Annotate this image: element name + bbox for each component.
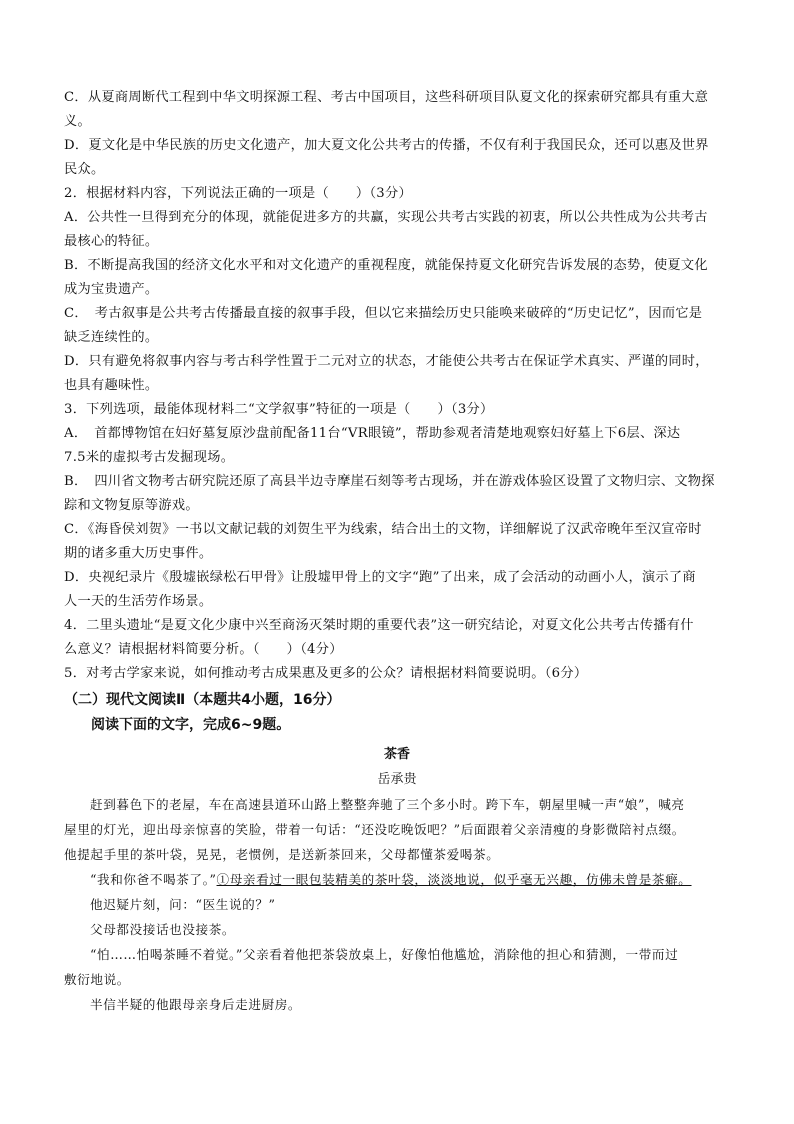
question-4-stem: 4．二里头遗址“是夏文化少康中兴至商汤灭桀时期的重要代表”这一研究结论，对夏文化公共考古传播有什 — [64, 618, 694, 633]
text-line: C．从夏商周断代工程到中华文明探源工程、考古中国项目，这些科研项目队夏文化的探索研究都具有重大意 — [64, 90, 709, 105]
text-line: A．公共性一旦得到充分的体现，就能促进多方的共赢，实现公共考古实践的初衷，所以公共性成为公共考古 — [64, 210, 708, 225]
text-line: 最核心的特征。 — [64, 234, 159, 249]
question-3-stem: 3．下列选项，最能体现材料二“文学叙事”特征的一项是（ ）（3分） — [64, 402, 494, 417]
question-2-stem: 2．根据材料内容，下列说法正确的一项是（ ）（3分） — [64, 186, 412, 201]
text-line: 踪和文物复原等游戏。 — [64, 498, 199, 513]
underlined-sentence-1: ①母亲看过一眼包装精美的茶叶袋，淡淡地说，似乎毫无兴趣，仿佛未曾是茶癖。 — [216, 872, 692, 887]
text-line: B．不断提高我国的经济文化水平和对文化遗产的重视程度，就能保持夏文化研究告诉发展的态势，使夏文化 — [64, 258, 708, 273]
text-line: C． 考古叙事是公共考古传播最直接的叙事手段，但以它来描绘历史只能唤来破碎的“历史记忆”，因而它是 — [64, 306, 703, 321]
story-quote: “我和你爸不喝茶了。” — [90, 872, 217, 887]
text-line: B． 四川省文物考古研究院还原了高县半边寺摩崖石刻等考古现场，并在游戏体验区设置了文物归宗、文物探 — [64, 474, 715, 489]
question-block — [64, 86, 730, 686]
question-5-stem: 5．对考古学家来说，如何推动考古成果惠及更多的公众？请根据材料简要说明。（6分） — [64, 666, 588, 681]
story-line: “怕……怕喝茶睡不着觉。”父亲看着他把茶袋放桌上，好像怕他尴尬，消除他的担心和猜测，一带而过 — [90, 947, 679, 962]
story-line: 敷衍地说。 — [64, 972, 130, 987]
text-line: A． 首都博物馆在妇好墓复原沙盘前配备11台“VR眼镜”，帮助参观者清楚地观察妇好墓上下6层、深达 — [64, 426, 681, 441]
story-author: 岳承贵 — [377, 772, 417, 787]
text-line: 成为宝贵遗产。 — [64, 282, 159, 297]
reading-instruction: 阅读下面的文字，完成6~9题。 — [91, 717, 291, 733]
text-line: D．夏文化是中华民族的历史文化遗产，加大夏文化公共考古的传播，不仅有利于我国民众，还可以惠及世界 — [64, 138, 709, 153]
text-line: D．央视纪录片《殷墟嵌绿松石甲骨》让殷墟甲骨上的文字“跑”了出来，成了会活动的动画小人，演示了商 — [64, 570, 696, 585]
text-line: 也具有趣味性。 — [64, 378, 159, 393]
text-line: 民众。 — [64, 162, 105, 177]
text-line: C．《海昏侯刘贺》一书以文献记载的刘贺生平为线索，结合出土的文物，详细解说了汉武帝晚年至汉宣帝时 — [64, 522, 702, 537]
story-line: 半信半疑的他跟母亲身后走进厨房。 — [90, 997, 302, 1012]
story-line: 屋里的灯光，迎出母亲惊喜的笑脸，带着一句话：“还没吃晚饭吧？”后面跟着父亲清瘦的身影微陪衬点缀。 — [64, 822, 685, 837]
text-line: 义。 — [64, 114, 91, 129]
text-line: 人一天的生活劳作场景。 — [64, 594, 213, 609]
section-heading: （二）现代文阅读Ⅱ（本题共4小题，16分） — [64, 692, 341, 708]
story-line — [64, 867, 730, 892]
story-line: 他提起手里的茶叶袋，晃晃，老惯例，是送新茶回来，父母都懂茶爱喝茶。 — [64, 847, 500, 862]
story-title: 茶香 — [383, 747, 410, 762]
story-line: 他迟疑片刻，问：“医生说的？” — [90, 897, 276, 912]
text-line: D．只有避免将叙事内容与考古科学性置于二元对立的状态，才能使公共考古在保证学术真实、严谨的同时， — [64, 354, 709, 369]
story-line: 父母都没接话也没接茶。 — [90, 922, 236, 937]
text-line: 么意义？请根据材料简要分析。（ ）（4分） — [64, 642, 343, 657]
story-body — [64, 792, 730, 1017]
text-line: 7.5米的虚拟考古发掘现场。 — [64, 450, 235, 465]
story-line: 赶到暮色下的老屋，车在高速县道环山路上整整奔驰了三个多小时。跨下车，朝屋里喊一声“娘”，喊亮 — [90, 797, 685, 812]
text-line: 期的诸多重大历史事件。 — [64, 546, 213, 561]
text-line: 缺乏连续性的。 — [64, 330, 159, 345]
